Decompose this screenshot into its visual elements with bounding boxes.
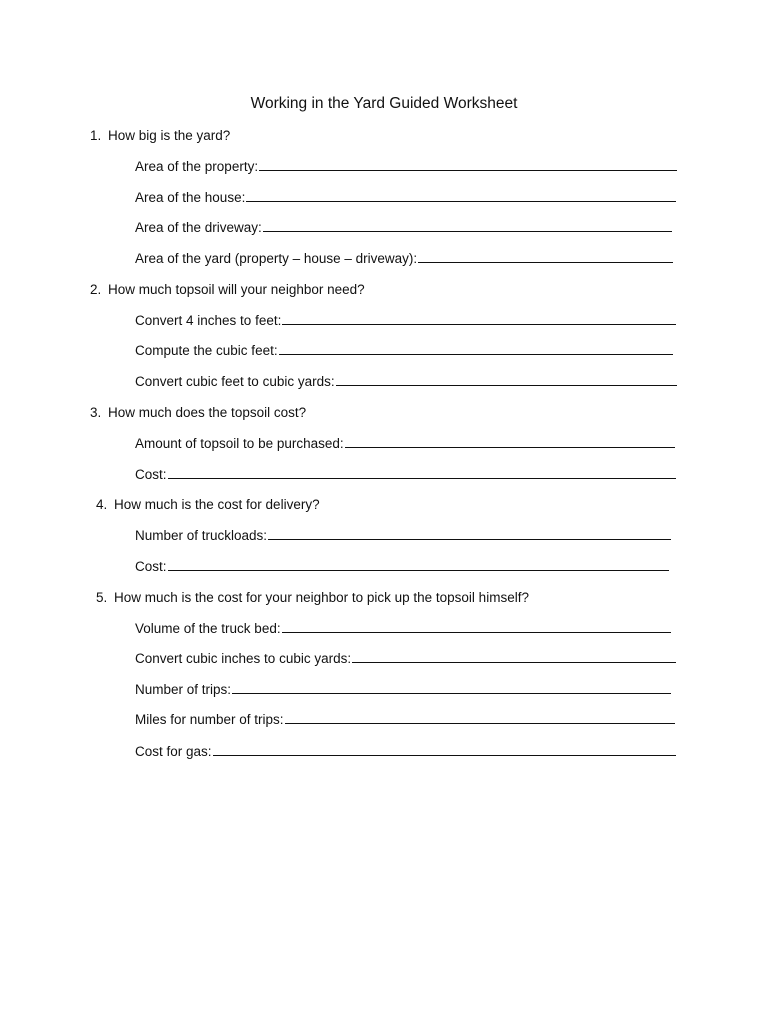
answer-field xyxy=(135,711,675,729)
answer-blank[interactable] xyxy=(282,621,671,633)
question-1 xyxy=(90,127,230,145)
field-label: Area of the property: xyxy=(135,159,259,174)
answer-field xyxy=(135,435,675,453)
answer-blank[interactable] xyxy=(263,220,672,232)
question-number: 5. xyxy=(96,590,108,605)
answer-field xyxy=(135,312,676,330)
answer-field xyxy=(135,250,673,268)
answer-blank[interactable] xyxy=(213,744,676,756)
question-number: 3. xyxy=(90,405,102,420)
answer-blank[interactable] xyxy=(279,343,673,355)
answer-blank[interactable] xyxy=(232,682,671,694)
answer-blank[interactable] xyxy=(282,313,676,325)
question-number: 1. xyxy=(90,128,102,143)
question-2 xyxy=(90,281,365,299)
question-3 xyxy=(90,404,306,422)
answer-field xyxy=(135,342,673,360)
question-text: How much is the cost for your neighbor to pick up the topsoil himself? xyxy=(114,590,529,605)
field-label: Volume of the truck bed: xyxy=(135,621,281,636)
field-label: Area of the driveway: xyxy=(135,220,262,235)
field-label: Area of the yard (property – house – driveway): xyxy=(135,251,418,266)
field-label: Cost for gas: xyxy=(135,744,212,759)
answer-field xyxy=(135,681,671,699)
answer-blank[interactable] xyxy=(345,436,675,448)
question-text: How much topsoil will your neighbor need? xyxy=(108,282,365,297)
question-number: 4. xyxy=(96,497,108,512)
field-label: Convert cubic feet to cubic yards: xyxy=(135,374,335,389)
field-label: Miles for number of trips: xyxy=(135,712,284,727)
worksheet-title: Working in the Yard Guided Worksheet xyxy=(250,95,518,112)
field-label: Amount of topsoil to be purchased: xyxy=(135,436,344,451)
answer-blank[interactable] xyxy=(336,374,677,386)
question-5 xyxy=(96,589,529,607)
answer-blank[interactable] xyxy=(268,528,671,540)
answer-blank[interactable] xyxy=(259,159,677,171)
answer-blank[interactable] xyxy=(352,651,676,663)
answer-blank[interactable] xyxy=(168,467,676,479)
answer-field xyxy=(135,620,671,638)
field-label: Area of the house: xyxy=(135,190,246,205)
field-label: Cost: xyxy=(135,559,167,574)
answer-blank[interactable] xyxy=(246,190,676,202)
question-4 xyxy=(96,496,320,514)
field-label: Number of truckloads: xyxy=(135,528,268,543)
answer-field xyxy=(135,158,677,176)
answer-field xyxy=(135,219,672,237)
question-text: How much does the topsoil cost? xyxy=(108,405,307,420)
question-number: 2. xyxy=(90,282,102,297)
answer-blank[interactable] xyxy=(418,251,673,263)
answer-field xyxy=(135,650,676,668)
answer-field xyxy=(135,189,676,207)
field-label: Convert cubic inches to cubic yards: xyxy=(135,651,352,666)
answer-blank[interactable] xyxy=(168,559,669,571)
answer-field xyxy=(135,743,676,761)
answer-field xyxy=(135,558,669,576)
answer-field xyxy=(135,527,671,545)
answer-blank[interactable] xyxy=(285,712,675,724)
question-text: How much is the cost for delivery? xyxy=(114,497,320,512)
field-label: Cost: xyxy=(135,467,167,482)
field-label: Convert 4 inches to feet: xyxy=(135,313,282,328)
field-label: Compute the cubic feet: xyxy=(135,343,278,358)
question-text: How big is the yard? xyxy=(108,128,231,143)
answer-field xyxy=(135,373,677,391)
answer-field xyxy=(135,466,676,484)
field-label: Number of trips: xyxy=(135,682,232,697)
